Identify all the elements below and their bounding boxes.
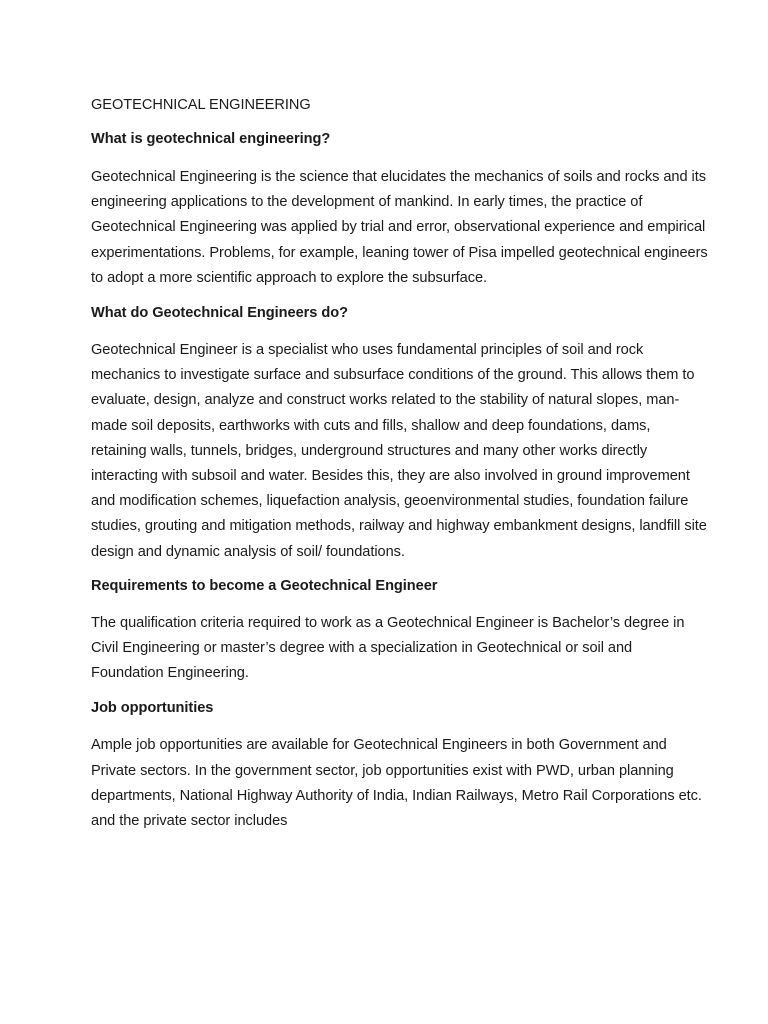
section-paragraph-what-do: Geotechnical Engineer is a specialist who uses fundamental principles of soil and rock mechanics to investigate surface and subsurface conditions of the ground. This allows them to evaluate, design, analyze and construct works related to the stability of natural slopes, man-made soil deposits, earthworks with cuts and fills, shallow and deep foundations, dams, retaining walls, tunnels, bridges, underground structures and many other works directly interacting with subsoil and water. Besides this, they are also involved in ground improvement and modification schemes, liquefaction analysis, geoenvironmental studies, foundation failure studies, grouting and mitigation methods, railway and highway embankment designs, landfill site design and dynamic analysis of soil/ foundations. (91, 342, 707, 560)
section-heading-job-opportunities: Job opportunities (91, 700, 214, 717)
section-heading-what-is: What is geotechnical engineering? (91, 131, 331, 147)
document-title: GEOTECHNICAL ENGINEERING (91, 97, 311, 113)
section-paragraph-job-opportunities: Ample job opportunities are available for Geotechnical Engineers in both Government and Private sectors. In the government sector, job opportunities exist with PWD, urban planning departments, National Highway Authority of India, Indian Railways, Metro Rail Corporations etc. and the private sector includes (91, 737, 702, 830)
section-paragraph-requirements: The qualification criteria required to work as a Geotechnical Engineer is Bachelor’s degree in Civil Engineering or master’s degree with a specialization in Geotechnical or soil and Foundation Engineering. (91, 614, 685, 682)
section-paragraph-what-is: Geotechnical Engineering is the science that elucidates the mechanics of soils and rocks and its engineering applications to the development of mankind. In early times, the practice of Geotechnical Engineering was applied by trial and error, observational experience and empirical experimentations. Problems, for example, leaning tower of Pisa impelled geotechnical engineers to adopt a more scientific approach to explore the subsurface. (91, 169, 708, 286)
section-heading-requirements: Requirements to become a Geotechnical Engineer (91, 577, 438, 594)
section-heading-what-do: What do Geotechnical Engineers do? (91, 305, 348, 322)
